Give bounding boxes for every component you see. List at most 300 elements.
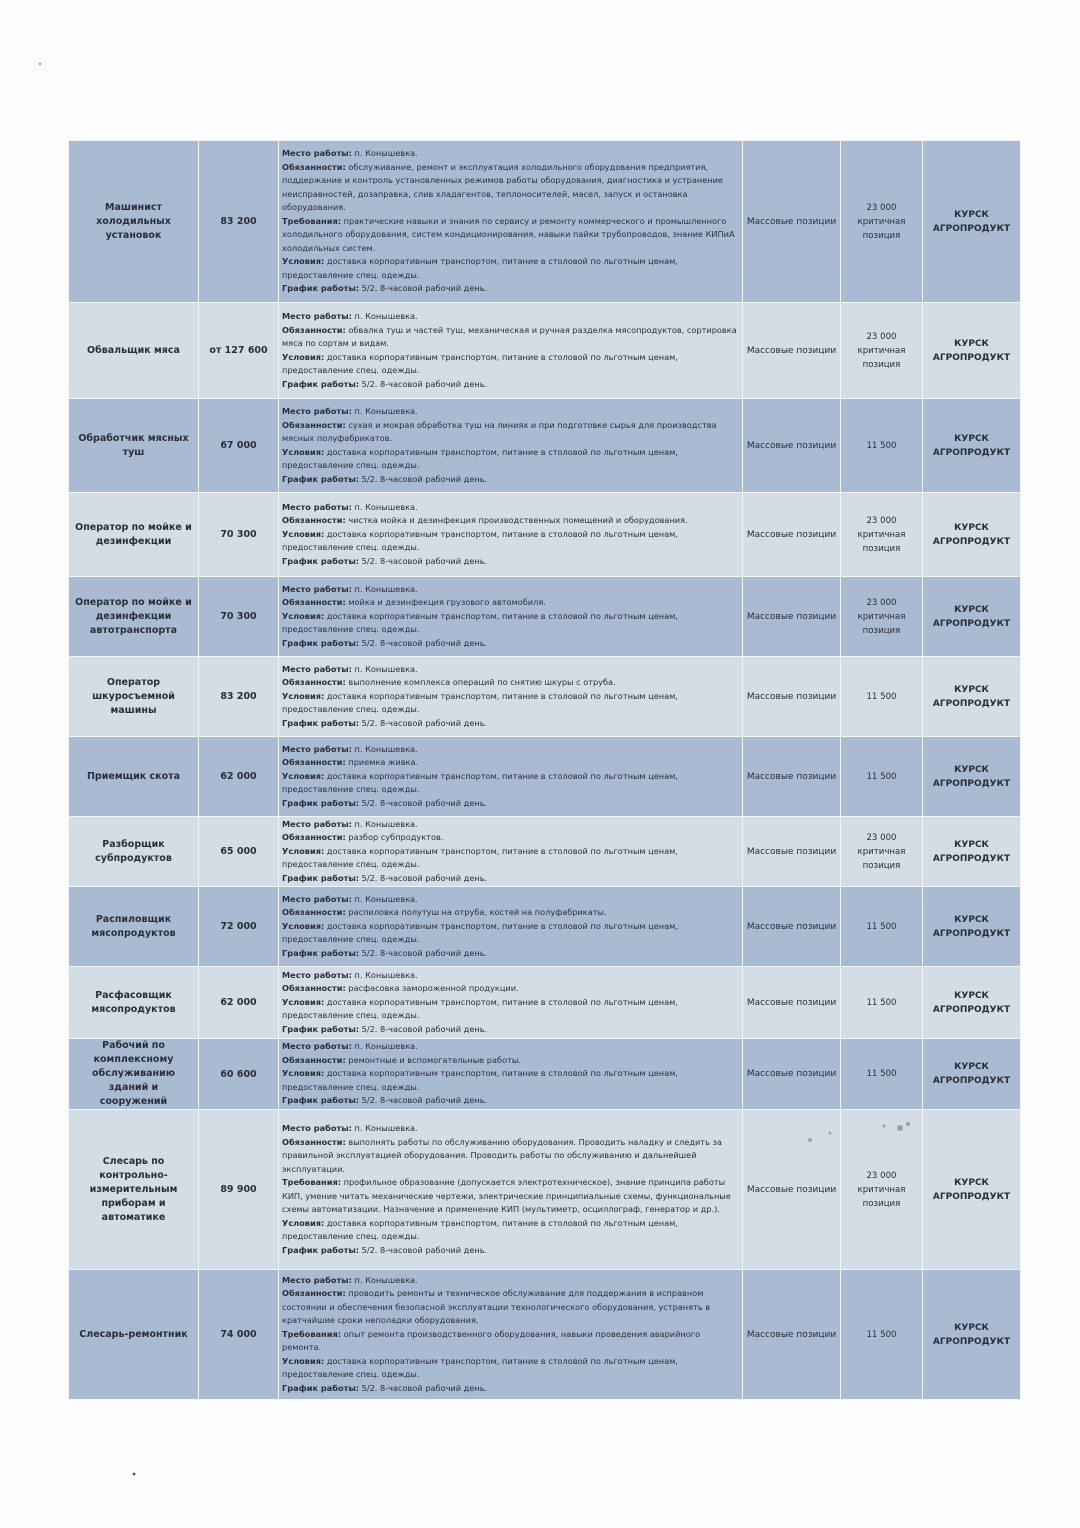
description-line [282, 637, 739, 651]
vacancy-category: Массовые позиции [743, 1270, 841, 1400]
count-line: 23 000 [866, 331, 897, 342]
description-line [282, 982, 739, 996]
description-line [282, 1122, 739, 1136]
description-label: Условия: [282, 1217, 325, 1228]
description-label: Место работы: [282, 893, 352, 904]
description-label: Обязанности: [282, 677, 346, 688]
vacancy-category: Массовые позиции [743, 737, 841, 817]
table-row [69, 657, 1021, 737]
vacancy-count [841, 303, 923, 399]
vacancy-employer [923, 1270, 1021, 1400]
vacancy-salary: 62 000 [199, 967, 279, 1039]
description-text: доставка корпоративным транспортом, питание в столовой по льготным ценам, предоставление спец. одежды. [282, 446, 678, 470]
vacancy-title: Разборщик субпродуктов [69, 817, 199, 887]
description-line [282, 818, 739, 832]
table-row [69, 1270, 1021, 1400]
vacancy-description [279, 657, 743, 737]
vacancy-employer [923, 1039, 1021, 1110]
vacancy-category: Массовые позиции [743, 1039, 841, 1110]
description-text: выполнение комплекса операций по снятию шкуры с отруба. [345, 677, 616, 688]
vacancy-description [279, 141, 743, 303]
vacancy-category: Массовые позиции [743, 399, 841, 493]
count-line: позиция [862, 625, 901, 636]
description-label: График работы: [282, 947, 360, 958]
description-text: п. Конышевка. [351, 893, 418, 904]
employer-line: КУРСК [954, 1062, 989, 1072]
description-label: Место работы: [282, 818, 352, 829]
vacancy-count [841, 141, 923, 303]
description-text: доставка корпоративным транспортом, питание в столовой по льготным ценам, предоставление спец. одежды. [282, 920, 678, 945]
description-label: График работы: [282, 1023, 360, 1034]
description-text: п. Конышевка. [351, 1123, 418, 1133]
vacancy-count [841, 1110, 923, 1270]
employer-line: КУРСК [954, 522, 989, 533]
description-label: График работы: [282, 872, 360, 883]
employer-line: АГРОПРОДУКТ [932, 1336, 1011, 1347]
description-label: Обязанности: [282, 907, 346, 918]
vacancy-employer [923, 493, 1021, 577]
vacancy-employer [923, 141, 1021, 303]
description-label: Обязанности: [282, 1136, 346, 1147]
vacancy-title: Распиловщик мясопродуктов [69, 887, 199, 967]
description-label: Условия: [282, 845, 325, 856]
description-line [282, 947, 739, 961]
vacancy-employer [923, 577, 1021, 657]
vacancy-title: Оператор шкуросъемной машины [69, 657, 199, 737]
vacancy-count [841, 967, 923, 1039]
description-line [282, 1287, 739, 1328]
description-text: п. Конышевка. [351, 743, 418, 754]
description-text: 5/2. 8-часовой рабочий день. [359, 947, 488, 958]
employer-line: АГРОПРОДУКТ [932, 1076, 1011, 1086]
description-label: Место работы: [282, 1041, 352, 1052]
employer-line: АГРОПРОДУКТ [932, 928, 1011, 939]
description-line [282, 920, 739, 947]
employer-line: АГРОПРОДУКТ [932, 1191, 1011, 1202]
description-text: 5/2. 8-часовой рабочий день. [359, 637, 488, 648]
description-text: п. Конышевка. [351, 311, 418, 321]
description-line [282, 1054, 739, 1068]
table-row [69, 141, 1021, 303]
description-label: График работы: [282, 378, 360, 389]
vacancy-count [841, 887, 923, 967]
description-line [282, 583, 739, 597]
vacancy-description [279, 817, 743, 887]
vacancy-title: Обвальщик мяса [69, 303, 199, 399]
description-label: Условия: [282, 256, 325, 267]
vacancy-count [841, 1039, 923, 1110]
description-label: График работы: [282, 555, 360, 566]
description-text: 5/2. 8-часовой рабочий день. [359, 473, 488, 484]
description-text: 5/2. 8-часовой рабочий день. [359, 378, 488, 389]
count-line: 11 500 [866, 1069, 897, 1079]
vacancy-title: Обработчик мясных туш [69, 399, 199, 493]
vacancy-title: Оператор по мойке и дезинфекции [69, 493, 199, 577]
table-row [69, 817, 1021, 887]
description-line [282, 676, 739, 690]
description-line [282, 514, 739, 528]
description-text: профильное образование (допускается электротехническое), знание принципа работы КИП, умение читать механические чертежи, электрические принципиальные схемы, функциональные схемы автоматизации. Назначение и применение КИП (мультиметр, осциллограф, генератор и др.). [282, 1177, 731, 1214]
table-row [69, 967, 1021, 1039]
description-text: мойка и дезинфекция грузового автомобиля. [345, 597, 546, 608]
description-text: проводить ремонты и техническое обслуживание для поддержания в исправном состоянии и обеспечения безопасной эксплуатации технологического оборудования, устранять в кратчайшие сроки неполадки оборудования. [282, 1288, 711, 1326]
description-text: п. Конышевка. [351, 1274, 418, 1285]
description-line [282, 324, 739, 351]
count-line: позиция [862, 230, 901, 241]
description-text: п. Конышевка. [351, 406, 418, 416]
vacancy-description [279, 303, 743, 399]
description-text: доставка корпоративным транспортом, питание в столовой по льготным ценам, предоставление спец. одежды. [282, 1217, 678, 1241]
vacancy-description [279, 1039, 743, 1110]
vacancy-count [841, 577, 923, 657]
description-line [282, 351, 739, 378]
employer-line: КУРСК [954, 338, 989, 349]
vacancy-count [841, 817, 923, 887]
description-text: 5/2. 8-часовой рабочий день. [359, 717, 488, 728]
vacancy-salary: 62 000 [199, 737, 279, 817]
count-line: 23 000 [866, 597, 897, 608]
description-line [282, 1274, 739, 1288]
vacancy-description [279, 737, 743, 817]
description-line [282, 690, 739, 717]
description-label: Место работы: [282, 501, 352, 512]
description-label: Обязанности: [282, 324, 346, 335]
description-line [282, 596, 739, 610]
table-row [69, 1039, 1021, 1110]
count-line: критичная [857, 846, 906, 857]
description-label: График работы: [282, 797, 360, 808]
count-line: 23 000 [866, 1170, 897, 1181]
description-text: 5/2. 8-часовой рабочий день. [359, 797, 488, 808]
employer-line: КУРСК [954, 209, 989, 220]
description-text: п. Конышевка. [351, 501, 418, 512]
count-line: критичная [857, 529, 906, 540]
description-label: Условия: [282, 996, 325, 1007]
count-line: позиция [862, 543, 901, 554]
vacancy-title: Оператор по мойке и дезинфекции автотранспорта [69, 577, 199, 657]
vacancy-salary: 72 000 [199, 887, 279, 967]
description-text: обвалка туш и частей туш, механическая и ручная разделка мясопродуктов, сортировка мяса по сортам и видам. [282, 324, 737, 348]
description-label: График работы: [282, 1095, 360, 1106]
description-text: практические навыки и знания по сервису и ремонту коммерческого и промышленного холодильного оборудования, систем кондиционирования, навыки пайки трубопроводов, знание КИПиА холодильных систем. [282, 215, 735, 253]
description-text: выполнять работы по обслуживанию оборудования. Проводить наладку и следить за правильной эксплуатацией оборудования. Проводить работы по обслуживанию и дальнейшей эксплуатации. [282, 1136, 722, 1174]
description-line [282, 663, 739, 677]
description-text: 5/2. 8-часовой рабочий день. [359, 1244, 488, 1255]
vacancy-salary: от 127 600 [199, 303, 279, 399]
employer-line: КУРСК [954, 684, 989, 695]
description-text: доставка корпоративным транспортом, питание в столовой по льготным ценам, предоставление спец. одежды. [282, 996, 678, 1021]
count-line: 11 500 [866, 1329, 897, 1340]
description-text: п. Конышевка. [351, 818, 418, 829]
description-line [282, 1040, 739, 1054]
employer-line: АГРОПРОДУКТ [932, 536, 1011, 547]
description-text: доставка корпоративным транспортом, питание в столовой по льготным ценам, предоставление спец. одежды. [282, 1355, 678, 1380]
description-label: График работы: [282, 717, 360, 728]
vacancy-employer [923, 737, 1021, 817]
vacancy-category: Массовые позиции [743, 303, 841, 399]
table-row [69, 577, 1021, 657]
table-row [69, 887, 1021, 967]
description-line [282, 770, 739, 797]
description-line [282, 743, 739, 757]
description-label: Обязанности: [282, 757, 346, 768]
vacancy-salary: 60 600 [199, 1039, 279, 1110]
employer-line: АГРОПРОДУКТ [932, 698, 1011, 709]
vacancy-salary: 74 000 [199, 1270, 279, 1400]
description-text: п. Конышевка. [351, 969, 418, 980]
vacancy-category: Массовые позиции [743, 577, 841, 657]
description-label: График работы: [282, 283, 360, 294]
description-text: 5/2. 8-часовой рабочий день. [359, 1095, 488, 1106]
description-line [282, 255, 739, 282]
employer-line: КУРСК [954, 604, 989, 615]
description-label: Требования: [282, 215, 341, 226]
count-line: критичная [857, 345, 906, 356]
vacancy-description [279, 399, 743, 493]
description-label: График работы: [282, 1244, 360, 1255]
vacancy-salary: 89 900 [199, 1110, 279, 1270]
description-label: Место работы: [282, 583, 352, 594]
description-line [282, 1023, 739, 1037]
vacancy-employer [923, 303, 1021, 399]
description-line [282, 419, 739, 446]
vacancy-description [279, 577, 743, 657]
description-text: приемка живка. [345, 757, 419, 768]
description-line [282, 1355, 739, 1382]
description-label: Место работы: [282, 311, 352, 321]
description-label: Условия: [282, 1068, 325, 1079]
description-text: доставка корпоративным транспортом, питание в столовой по льготным ценам, предоставление спец. одежды. [282, 610, 678, 635]
description-line [282, 845, 739, 872]
description-label: Место работы: [282, 663, 352, 674]
description-line [282, 555, 739, 569]
description-line [282, 282, 739, 296]
description-text: ремонтные и вспомогательные работы. [345, 1054, 521, 1065]
employer-line: КУРСК [954, 990, 989, 1001]
description-text: 5/2. 8-часовой рабочий день. [359, 1023, 488, 1034]
employer-line: КУРСК [954, 1322, 989, 1333]
description-text: распиловка полутуш на отруба, костей на полуфабрикаты. [345, 907, 607, 918]
vacancy-category: Массовые позиции [743, 657, 841, 737]
description-line [282, 831, 739, 845]
description-label: Обязанности: [282, 419, 346, 430]
description-label: Обязанности: [282, 832, 346, 843]
description-label: Условия: [282, 528, 325, 539]
employer-line: АГРОПРОДУКТ [932, 618, 1011, 629]
description-label: Обязанности: [282, 1288, 346, 1299]
description-line [282, 161, 739, 215]
description-text: расфасовка замороженной продукции. [345, 983, 519, 994]
vacancy-count [841, 493, 923, 577]
count-line: критичная [857, 1184, 906, 1195]
vacancy-category: Массовые позиции [743, 887, 841, 967]
employer-line: АГРОПРОДУКТ [932, 778, 1011, 789]
description-line [282, 1328, 739, 1355]
description-label: Условия: [282, 1355, 325, 1366]
count-line: 11 500 [866, 771, 897, 782]
count-line: позиция [862, 860, 901, 871]
vacancy-count [841, 657, 923, 737]
description-line [282, 1136, 739, 1177]
description-line [282, 1094, 739, 1108]
employer-line: АГРОПРОДУКТ [932, 447, 1011, 458]
description-label: График работы: [282, 1382, 360, 1393]
vacancy-employer [923, 657, 1021, 737]
vacancy-salary: 67 000 [199, 399, 279, 493]
vacancy-salary: 65 000 [199, 817, 279, 887]
description-label: Условия: [282, 690, 325, 701]
description-label: Место работы: [282, 406, 352, 416]
description-label: График работы: [282, 637, 360, 648]
description-line [282, 1217, 739, 1244]
description-line [282, 1176, 739, 1217]
vacancy-employer [923, 1110, 1021, 1270]
description-line [282, 1244, 739, 1258]
count-line: 23 000 [866, 515, 897, 526]
vacancy-table [68, 140, 1021, 1400]
description-label: Требования: [282, 1177, 341, 1187]
description-line [282, 378, 739, 392]
vacancy-description [279, 967, 743, 1039]
vacancy-employer [923, 817, 1021, 887]
description-line [282, 501, 739, 515]
description-line [282, 405, 739, 419]
description-label: Место работы: [282, 1274, 352, 1285]
vacancy-count [841, 1270, 923, 1400]
description-label: График работы: [282, 473, 360, 484]
vacancy-title: Слесарь-ремонтник [69, 1270, 199, 1400]
description-line [282, 215, 739, 256]
description-line [282, 872, 739, 886]
count-line: критичная [857, 216, 906, 227]
vacancy-category: Массовые позиции [743, 967, 841, 1039]
vacancy-count [841, 737, 923, 817]
vacancy-category: Массовые позиции [743, 141, 841, 303]
vacancy-category: Массовые позиции [743, 1110, 841, 1270]
description-text: п. Конышевка. [351, 1041, 418, 1052]
description-text: сухая и мокрая обработка туш на линиях и при подготовке сырья для производства мясных полуфабрикатов. [282, 419, 717, 443]
description-label: Требования: [282, 1328, 341, 1339]
vacancy-description [279, 1110, 743, 1270]
description-line [282, 969, 739, 983]
description-line [282, 147, 739, 161]
count-line: позиция [862, 1198, 901, 1209]
count-line: 11 500 [866, 997, 897, 1008]
description-text: доставка корпоративным транспортом, питание в столовой по льготным ценам, предоставление спец. одежды. [282, 256, 678, 280]
description-line [282, 756, 739, 770]
vacancy-table-body [69, 141, 1021, 1400]
description-label: Условия: [282, 446, 325, 457]
description-line [282, 717, 739, 731]
employer-line: АГРОПРОДУКТ [932, 853, 1011, 864]
description-line [282, 528, 739, 555]
description-text: п. Конышевка. [351, 148, 418, 159]
vacancy-salary: 83 200 [199, 141, 279, 303]
vacancy-category: Массовые позиции [743, 817, 841, 887]
description-label: Условия: [282, 610, 325, 621]
description-label: Место работы: [282, 743, 352, 754]
description-label: Место работы: [282, 148, 352, 159]
vacancy-count [841, 399, 923, 493]
table-row [69, 1110, 1021, 1270]
description-text: доставка корпоративным транспортом, питание в столовой по льготным ценам, предоставление спец. одежды. [282, 770, 678, 795]
description-label: Обязанности: [282, 515, 346, 526]
count-line: 23 000 [866, 832, 897, 843]
description-text: доставка корпоративным транспортом, питание в столовой по льготным ценам, предоставление спец. одежды. [282, 690, 678, 715]
vacancy-description [279, 493, 743, 577]
vacancy-title: Рабочий по комплексному обслуживанию зданий и сооружений [69, 1039, 199, 1110]
description-label: Обязанности: [282, 597, 346, 608]
vacancy-salary: 70 300 [199, 493, 279, 577]
description-line [282, 893, 739, 907]
count-line: 11 500 [866, 440, 897, 451]
description-label: Обязанности: [282, 983, 346, 994]
vacancy-employer [923, 967, 1021, 1039]
count-line: 23 000 [866, 202, 897, 213]
table-row [69, 493, 1021, 577]
description-text: обслуживание, ремонт и эксплуатация холодильного оборудования предприятия, поддержание и контроль установленных режимов работы оборудования, диагностика и устранение неисправностей, дозаправка, слив хладагентов, теплоносителей, масел, запуск и остановка оборудования. [282, 161, 723, 213]
description-line [282, 473, 739, 487]
description-line [282, 1382, 739, 1396]
count-line: 11 500 [866, 921, 897, 932]
employer-line: КУРСК [954, 914, 989, 925]
description-text: 5/2. 8-часовой рабочий день. [359, 283, 488, 294]
employer-line: КУРСК [954, 839, 989, 850]
employer-line: АГРОПРОДУКТ [932, 1004, 1011, 1015]
employer-line: КУРСК [954, 764, 989, 775]
description-text: доставка корпоративным транспортом, питание в столовой по льготным ценам, предоставление спец. одежды. [282, 845, 678, 870]
count-line: критичная [857, 611, 906, 622]
description-line [282, 1067, 739, 1094]
description-line [282, 610, 739, 637]
description-text: опыт ремонта производственного оборудования, навыки проведения аварийного ремонта. [282, 1328, 701, 1353]
description-line [282, 996, 739, 1023]
description-text: доставка корпоративным транспортом, питание в столовой по льготным ценам, предоставление спец. одежды. [282, 351, 678, 375]
description-label: Место работы: [282, 1123, 352, 1133]
description-label: Обязанности: [282, 1054, 346, 1065]
description-line [282, 906, 739, 920]
description-text: 5/2. 8-часовой рабочий день. [359, 555, 488, 566]
vacancy-title: Расфасовщик мясопродуктов [69, 967, 199, 1039]
vacancy-salary: 83 200 [199, 657, 279, 737]
description-label: Условия: [282, 770, 325, 781]
vacancy-title: Машинист холодильных установок [69, 141, 199, 303]
vacancy-description [279, 1270, 743, 1400]
employer-line: КУРСК [954, 433, 989, 444]
description-text: доставка корпоративным транспортом, питание в столовой по льготным ценам, предоставление спец. одежды. [282, 528, 678, 553]
vacancy-description [279, 887, 743, 967]
description-text: п. Конышевка. [351, 663, 418, 674]
description-label: Обязанности: [282, 161, 346, 172]
description-text: 5/2. 8-часовой рабочий день. [359, 1382, 488, 1393]
description-text: разбор субпродуктов. [345, 832, 444, 843]
description-line [282, 310, 739, 324]
vacancy-employer [923, 399, 1021, 493]
vacancy-employer [923, 887, 1021, 967]
employer-line: АГРОПРОДУКТ [932, 352, 1011, 363]
employer-line: КУРСК [954, 1177, 989, 1188]
description-label: Место работы: [282, 969, 352, 980]
count-line: 11 500 [866, 691, 897, 702]
table-row [69, 399, 1021, 493]
vacancy-category: Массовые позиции [743, 493, 841, 577]
count-line: позиция [862, 359, 901, 370]
description-text: 5/2. 8-часовой рабочий день. [359, 872, 488, 883]
description-text: доставка корпоративным транспортом, питание в столовой по льготным ценам, предоставление спец. одежды. [282, 1068, 678, 1092]
vacancy-title: Слесарь по контрольно-измерительным приборам и автоматике [69, 1110, 199, 1270]
employer-line: АГРОПРОДУКТ [932, 223, 1011, 234]
table-row [69, 303, 1021, 399]
